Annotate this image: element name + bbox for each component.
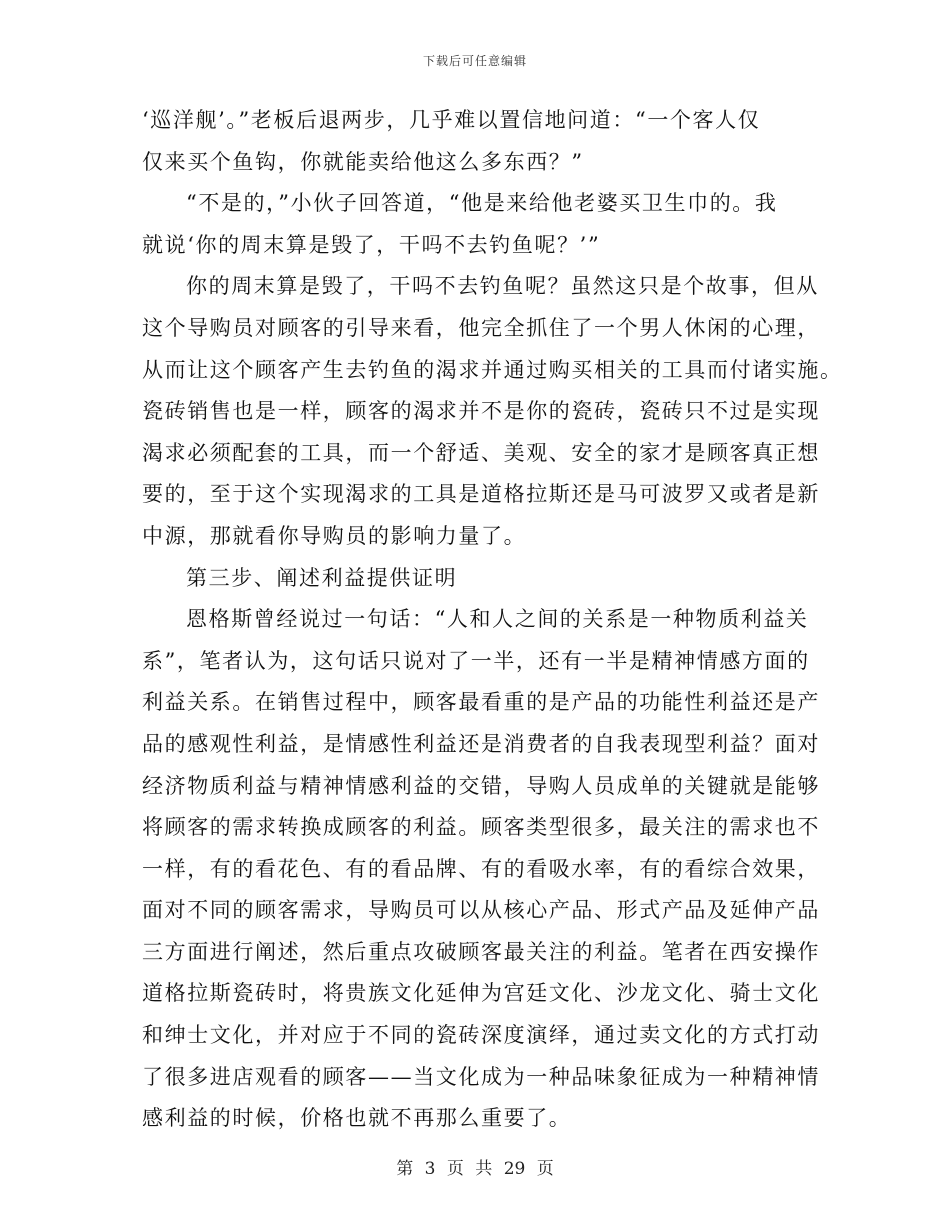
text-line: 道格拉斯瓷砖时，将贵族文化延伸为宫廷文化、沙龙文化、骑士文化 [142, 981, 820, 1006]
text-line: 利益关系。在销售过程中，顾客最看重的是产品的功能性利益还是产 [142, 690, 820, 715]
text-line: 渴求必须配套的工具，而一个舒适、美观、安全的家才是顾客真正想 [142, 440, 820, 465]
section-heading: 第三步、阐述利益提供证明 [186, 565, 458, 590]
text-line: 面对不同的顾客需求，导购员可以从核心产品、形式产品及延伸产品 [142, 898, 820, 923]
text-line: 感利益的时候，价格也就不再那么重要了。 [142, 1106, 572, 1131]
page-header: 下载后可任意编辑 [422, 54, 527, 68]
text-line: 就说‘你的周末算是毁了，干吗不去钓鱼呢？’” [142, 232, 601, 257]
text-line: 你的周末算是毁了，干吗不去钓鱼呢？虽然这只是个故事，但从 [186, 274, 819, 299]
text-line: 品的感观性利益，是情感性利益还是消费者的自我表现型利益？面对 [142, 731, 820, 756]
text-line: ‘巡洋舰’。”老板后退两步，几乎难以置信地问道：“一个客人仅 [142, 108, 761, 132]
document-body [142, 100, 843, 1140]
text-line: 系”，笔者认为，这句话只说对了一半，还有一半是精神情感方面的 [142, 648, 810, 673]
text-line: 要的，至于这个实现渴求的工具是道格拉斯还是马可波罗又或者是新 [142, 482, 820, 507]
text-line: 这个导购员对顾客的引导来看，他完全抓住了一个男人休闲的心理， [142, 315, 820, 340]
text-line: 了很多进店观看的顾客——当文化成为一种品味象征成为一种精神情 [142, 1064, 820, 1089]
page-number: 第 3 页 共 29 页 [396, 1159, 554, 1179]
text-line: 恩格斯曾经说过一句话：“人和人之间的关系是一种物质利益关 [186, 607, 809, 632]
text-line: 仅来买个鱼钩，你就能卖给他这么多东西？” [142, 149, 584, 174]
text-line: 一样，有的看花色、有的看品牌、有的看吸水率，有的看综合效果， [142, 856, 820, 881]
text-line: 中源，那就看你导购员的影响力量了。 [142, 523, 527, 548]
text-line: 三方面进行阐述，然后重点攻破顾客最关注的利益。笔者在西安操作 [142, 939, 820, 964]
text-line: 瓷砖销售也是一样，顾客的渴求并不是你的瓷砖，瓷砖只不过是实现 [142, 399, 820, 424]
text-line: 从而让这个顾客产生去钓鱼的渴求并通过购买相关的工具而付诸实施。 [142, 357, 843, 382]
text-line: 和绅士文化，并对应于不同的瓷砖深度演绎，通过卖文化的方式打动 [142, 1023, 820, 1048]
text-line: 将顾客的需求转换成顾客的利益。顾客类型很多，最关注的需求也不 [142, 815, 820, 840]
text-line: 经济物质利益与精神情感利益的交错，导购人员成单的关键就是能够 [142, 773, 820, 798]
text-line: “不是的，”小伙子回答道，“他是来给他老婆买卫生巾的。我 [186, 191, 778, 216]
